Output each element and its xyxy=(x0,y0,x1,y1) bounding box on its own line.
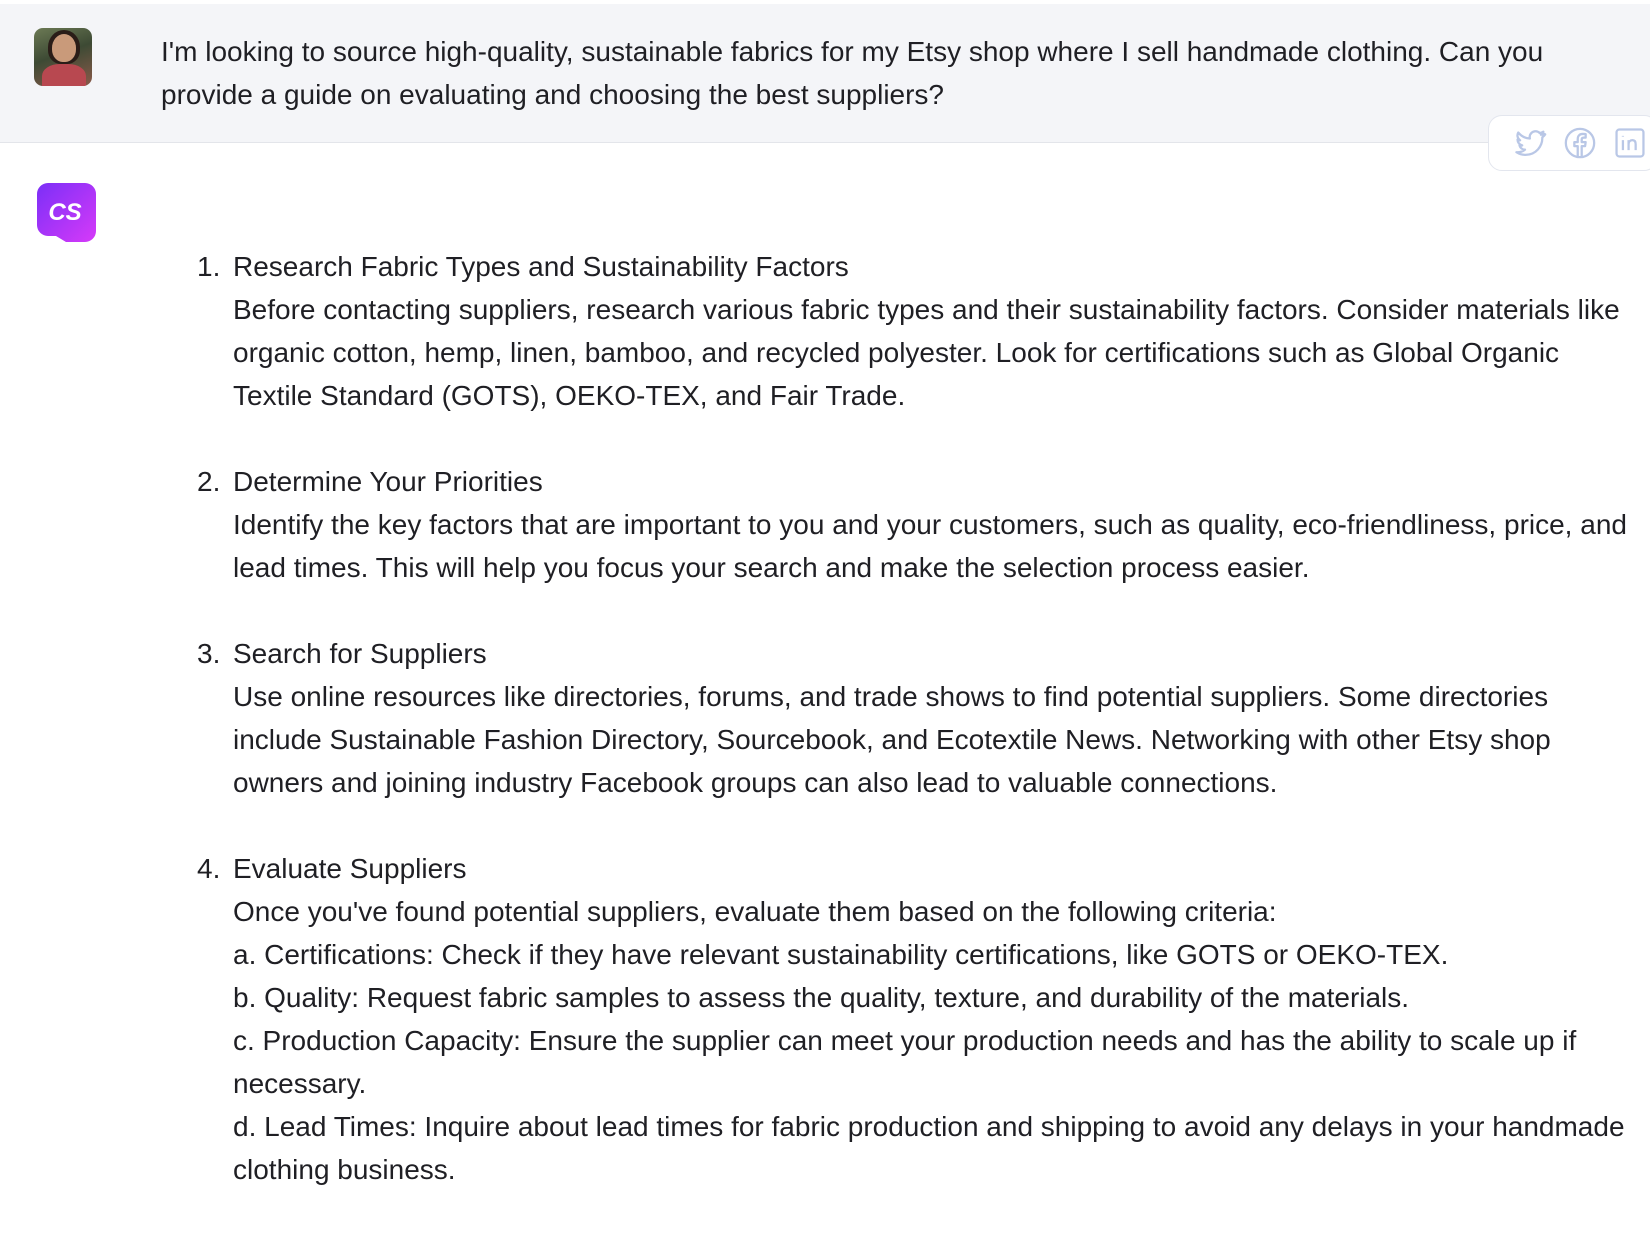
step-line: d. Lead Times: Inquire about lead times for fabric production and shipping to avoid any delays in your handmade clothing business. xyxy=(233,1111,1625,1185)
step-number: 4. xyxy=(197,853,221,884)
step-title: Search for Suppliers xyxy=(233,638,487,669)
step-number: 1. xyxy=(197,251,221,282)
user-message-text: I'm looking to source high-quality, sustainable fabrics for my Etsy shop where I sell handmade clothing. Can you provide a guide on evaluating and choosing the best suppliers? xyxy=(161,36,1544,110)
step-line: Use online resources like directories, forums, and trade shows to find potential suppliers. Some directories include Sustainable Fashion Directory, Sourcebook, and Ecotextile News. Networking with other Etsy shop owners and joining industry Facebook groups can also lead to valuable connections. xyxy=(233,681,1551,798)
user-message xyxy=(0,4,1650,143)
user-avatar-photo xyxy=(34,28,92,86)
answer-step xyxy=(197,245,1637,417)
step-line: c. Production Capacity: Ensure the supplier can meet your production needs and has the ability to scale up if necessary. xyxy=(233,1025,1577,1099)
step-title: Determine Your Priorities xyxy=(233,466,543,497)
twitter-icon[interactable] xyxy=(1513,126,1547,160)
share-bar xyxy=(1488,115,1650,171)
step-line: b. Quality: Request fabric samples to assess the quality, texture, and durability of the materials. xyxy=(233,982,1410,1013)
step-line: Identify the key factors that are important to you and your customers, such as quality, eco-friendliness, price, and lead times. This will help you focus your search and make the selection process easier. xyxy=(233,509,1627,583)
linkedin-icon[interactable] xyxy=(1613,126,1647,160)
assistant-answer xyxy=(197,245,1637,1234)
step-number: 2. xyxy=(197,466,221,497)
step-line: Once you've found potential suppliers, evaluate them based on the following criteria: xyxy=(233,896,1277,927)
step-line: a. Certifications: Check if they have relevant sustainability certifications, like GOTS or OEKO-TEX. xyxy=(233,939,1449,970)
step-number: 3. xyxy=(197,638,221,669)
step-title: Research Fabric Types and Sustainability Factors xyxy=(233,251,849,282)
answer-step xyxy=(197,632,1637,804)
facebook-icon[interactable] xyxy=(1563,126,1597,160)
answer-step xyxy=(197,847,1637,1191)
step-title: Evaluate Suppliers xyxy=(233,853,467,884)
step-line: Before contacting suppliers, research various fabric types and their sustainability factors. Consider materials like organic cotton, hemp, linen, bamboo, and recycled polyester. Look for certifications such as Global Organic Textile Standard (GOTS), OEKO-TEX, and Fair Trade. xyxy=(233,294,1620,411)
assistant-logo-icon xyxy=(36,182,97,243)
answer-step xyxy=(197,460,1637,589)
assistant-logo-text: CS xyxy=(48,199,82,226)
